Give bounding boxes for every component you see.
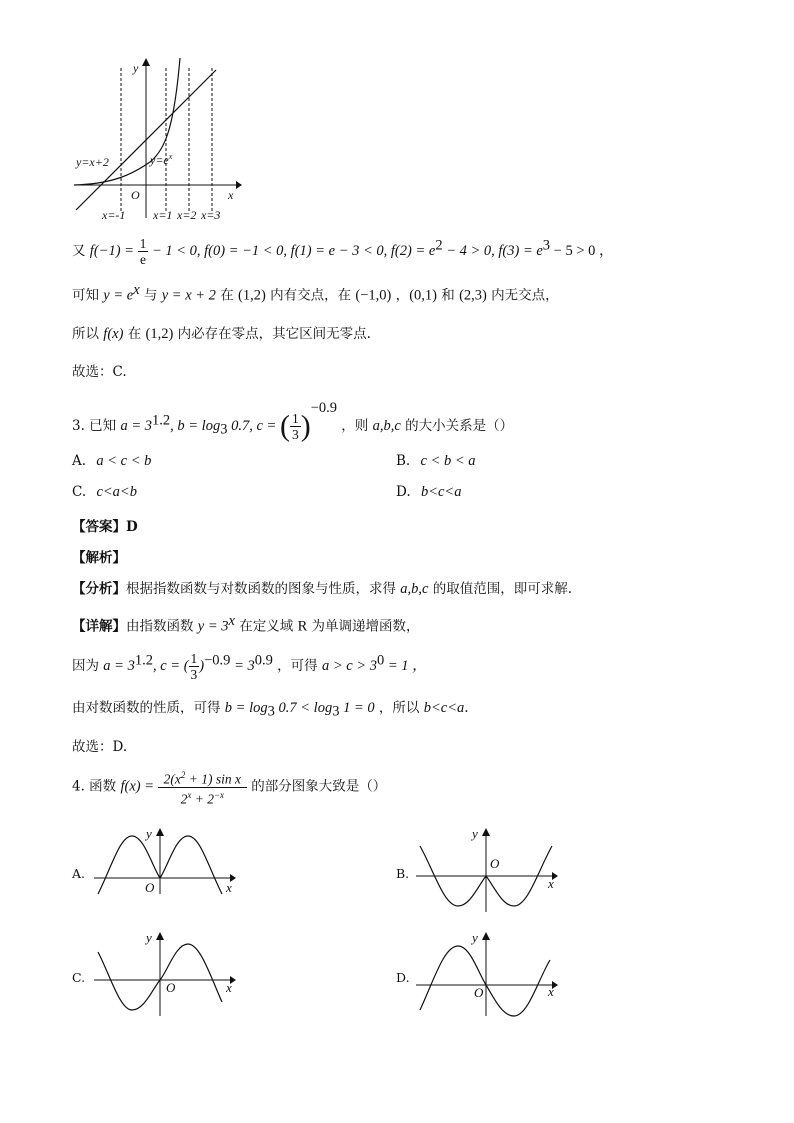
q4-option-d-label[interactable]: D. xyxy=(396,970,410,985)
exp-label: $y=e^x$ xyxy=(150,152,173,167)
q3-option-a[interactable]: A. a < c < b xyxy=(72,453,152,469)
question-3: 3. 已知 $a = 3^{1.2}$, $b = \log_3 0.7$, c = ( $\frac{1}{3}$ )$^{-0.9}$ ，则 a,b,c 的大小关系是（） xyxy=(72,400,514,443)
svg-text:x: x xyxy=(226,980,232,995)
svg-text:y: y xyxy=(472,930,478,945)
y-label: y xyxy=(133,61,139,75)
svg-text:x: x xyxy=(548,876,554,891)
q4-option-c-label[interactable]: C. xyxy=(72,970,86,985)
svg-text:x: x xyxy=(548,984,554,999)
q3-option-c[interactable]: C. c<a<b xyxy=(72,484,137,500)
detail-line-1: 【详解】由指数函数 $y = 3^x$ 在定义域 R 为单调递增函数， xyxy=(72,613,420,635)
q4-option-b-graph[interactable] xyxy=(414,826,564,916)
mark-x-2: x=2 xyxy=(177,208,197,222)
q3-option-d[interactable]: D. b<c<a xyxy=(396,484,462,500)
svg-text:O: O xyxy=(166,980,176,995)
line-intersection: 可知 $y = e^x$ 与 y = x + 2 在 (1,2) 内有交点，在 (−1,0) ，(0,1) 和 (2,3) 内无交点， xyxy=(72,282,559,304)
answer-choice-d: 故选：D. xyxy=(72,739,128,755)
line-label: y=x+2 xyxy=(76,155,109,169)
q4-option-b-label[interactable]: B. xyxy=(396,866,410,881)
question-4: 4. 函数 f(x) = $\frac{2(x^2 + 1) \sin x}{2^x + 2^{-x}}$ 的部分图象大致是（） xyxy=(72,770,387,806)
svg-text:y: y xyxy=(472,826,478,841)
svg-text:O: O xyxy=(145,880,155,895)
mark-x-neg1: x=-1 xyxy=(102,208,126,222)
svg-text:O: O xyxy=(474,985,484,1000)
x-label: x xyxy=(228,188,234,202)
svg-text:y: y xyxy=(146,826,152,841)
answer-choice-c: 故选：C. xyxy=(72,364,127,380)
line-zero-point: 所以 f(x) 在 (1,2) 内必存在零点，其它区间无零点. xyxy=(72,326,371,342)
answer-tag: 【答案】D xyxy=(72,519,138,535)
q3-option-b[interactable]: B. c < b < a xyxy=(396,453,476,469)
q4-option-c-graph[interactable] xyxy=(92,930,242,1020)
q4-option-a-label[interactable]: A. xyxy=(72,866,86,881)
intersection-graph xyxy=(70,58,250,224)
detail-line-2: 因为 $a = 3^{1.2}$, c = ( $\frac{1}{3}$ )$^{-0.9} = 3^{0.9}$ ，可得 $a > c > 3^0 = 1$ ， xyxy=(72,651,427,682)
detail-line-3: 由对数函数的性质，可得 $b = \log_3 0.7 < \log_3 1 = 0$ ，所以 b<c<a. xyxy=(72,700,469,720)
svg-text:O: O xyxy=(490,856,500,871)
svg-text:x: x xyxy=(226,880,232,895)
q4-option-a-graph[interactable] xyxy=(92,826,242,896)
mark-x-3: x=3 xyxy=(201,208,221,222)
analysis-tag: 【解析】 xyxy=(72,550,126,566)
q4-option-d-graph[interactable] xyxy=(414,930,564,1020)
mark-x-1: x=1 xyxy=(153,208,173,222)
svg-text:y: y xyxy=(146,930,152,945)
line-function-values: 又 f(−1) = $\frac{1}{e}$ − 1 < 0, f(0) = −1 < 0, f(1) = e − 3 < 0, $f(2) = e^2 - 4 > 0$, $f(3) = e^3 - 5 > 0$ ， xyxy=(72,236,614,267)
origin-label: O xyxy=(131,188,140,202)
analysis-line: 【分析】根据指数函数与对数函数的图象与性质，求得 a,b,c 的取值范围，即可求解. xyxy=(72,581,573,597)
